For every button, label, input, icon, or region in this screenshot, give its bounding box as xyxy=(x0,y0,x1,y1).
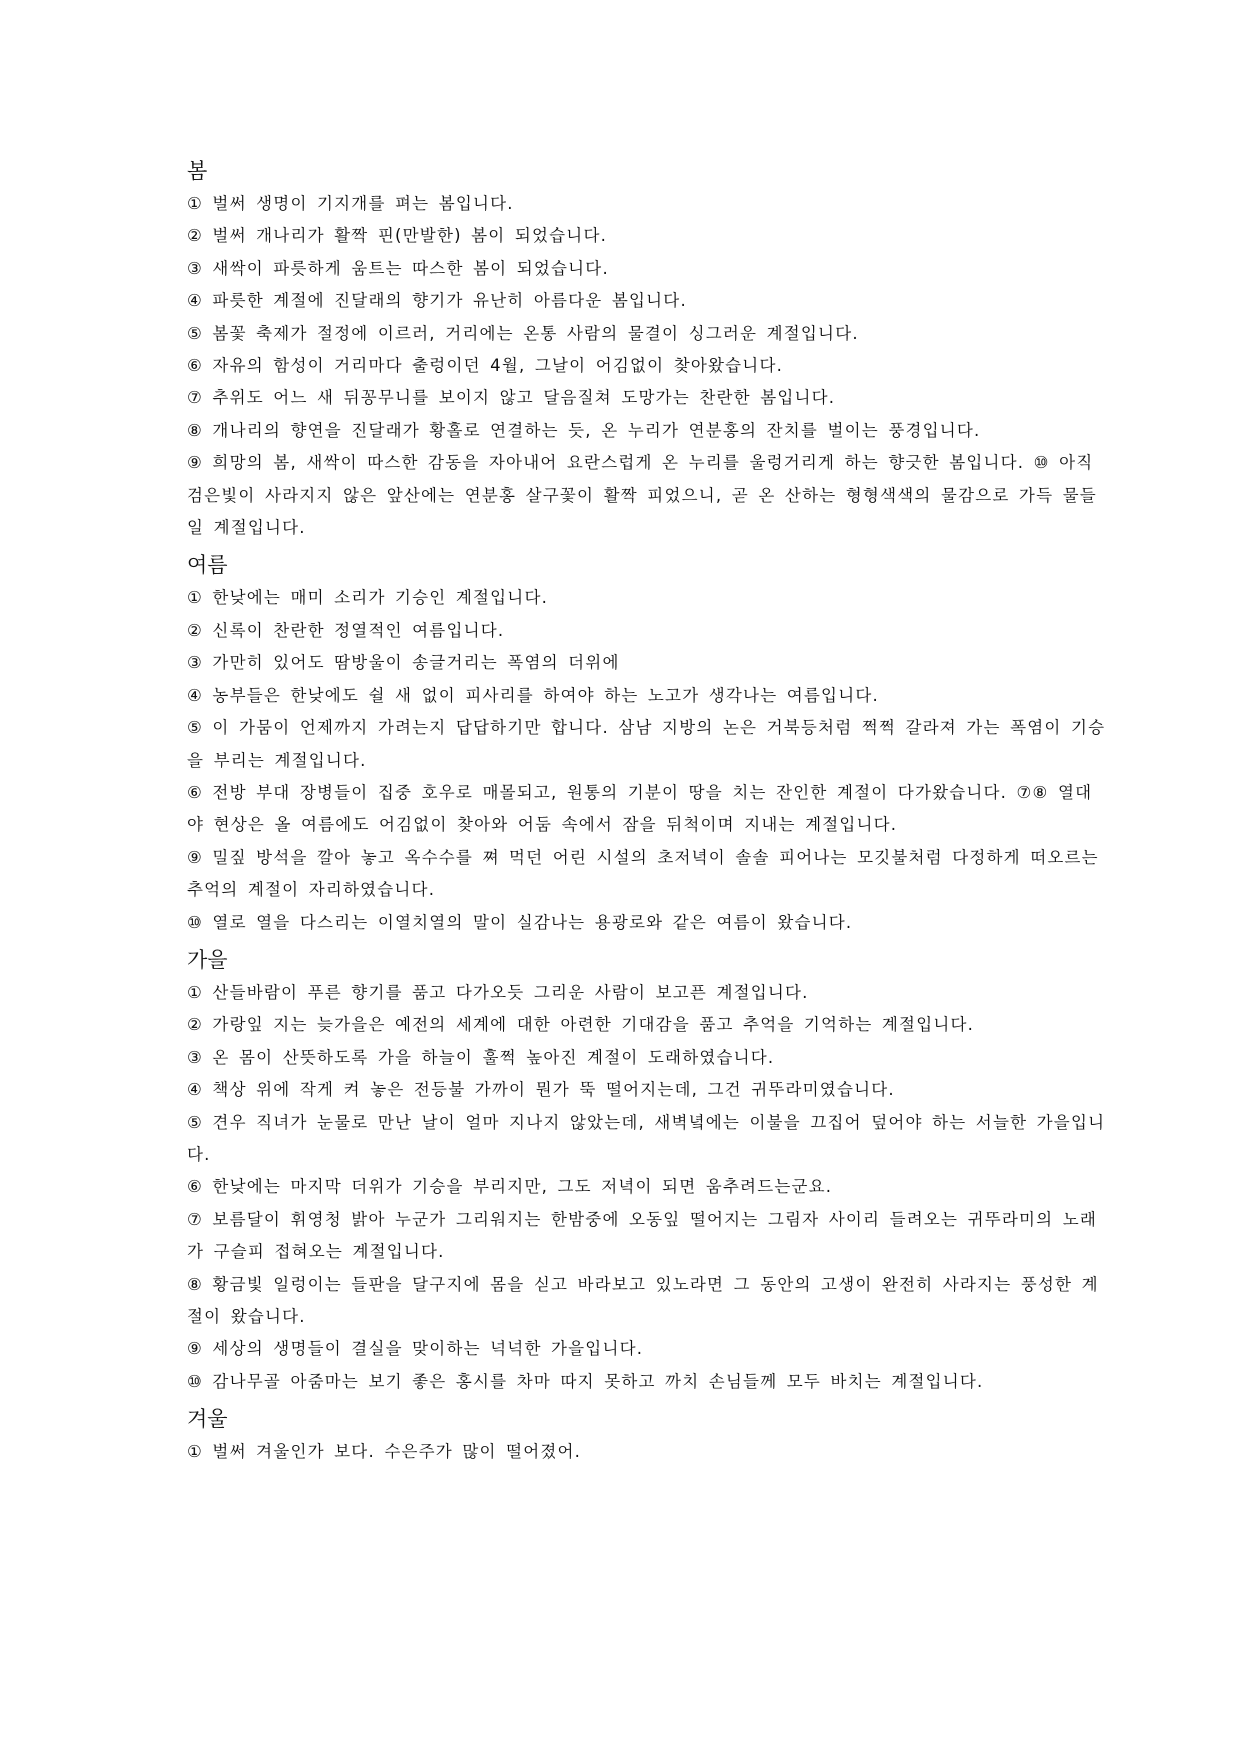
spring-paragraph-1: ① 벌써 생명이 기지개를 펴는 봄입니다. xyxy=(187,194,514,213)
section-title-autumn: 가을 xyxy=(187,947,228,972)
document-page xyxy=(187,156,1107,1475)
summer-paragraph-2: ② 신록이 찬란한 정열적인 여름입니다. xyxy=(187,620,505,640)
spring-paragraph-5: ⑤ 봄꽃 축제가 절정에 이르러, 거리에는 온통 사람의 물결이 싱그러운 계절입니다. xyxy=(187,323,859,343)
autumn-paragraph-5: ⑤ 견우 직녀가 눈물로 만난 날이 얼마 지나지 않았는데, 새벽녘에는 이불을 끄집어 덮어야 하는 서늘한 가을입니다. xyxy=(187,1112,1106,1164)
autumn-paragraph-3: ③ 온 몸이 산뜻하도록 가을 하늘이 훌쩍 높아진 계절이 도래하였습니다. xyxy=(187,1047,775,1067)
spring-paragraph-4: ④ 파릇한 계절에 진달래의 향기가 유난히 아름다운 봄입니다. xyxy=(187,291,687,311)
section-summer xyxy=(187,550,1107,938)
spring-paragraph-9: ⑨ 희망의 봄, 새싹이 따스한 감동을 자아내어 요란스럽게 온 누리를 울렁거리게 하는 향긋한 봄입니다. ⑩ 아직 검은빛이 사라지지 않은 앞산에는 연분홍 살구꽃이 활짝 피었으니, 곧 온 산하는 형형색색의 물감으로 가득 물들일 계절입니다. xyxy=(187,453,1097,538)
autumn-paragraph-6: ⑥ 한낮에는 마지막 더위가 기승을 부리지만, 그도 저녁이 되면 움추려드는군요. xyxy=(187,1177,833,1197)
spring-paragraph-6: ⑥ 자유의 함성이 거리마다 출렁이던 4월, 그날이 어김없이 찾아왔습니다. xyxy=(187,356,784,376)
section-title-spring: 봄 xyxy=(187,159,208,183)
autumn-paragraph-10: ⑩ 감나무골 아줌마는 보기 좋은 홍시를 차마 따지 못하고 까치 손님들께 모두 바치는 계절입니다. xyxy=(187,1371,984,1391)
summer-paragraph-6: ⑥ 전방 부대 장병들이 집중 호우로 매몰되고, 원통의 기분이 땅을 치는 잔인한 계절이 다가왔습니다. ⑦⑧ 열대야 현상은 올 여름에도 어김없이 찾아와 어둠 속에서 잠을 뒤척이며 지내는 계절입니다. xyxy=(187,782,1093,835)
summer-paragraph-8: ⑩ 열로 열을 다스리는 이열치열의 말이 실감나는 용광로와 같은 여름이 왔습니다. xyxy=(187,912,853,932)
summer-paragraph-4: ④ 농부들은 한낮에도 쉴 새 없이 피사리를 하여야 하는 노고가 생각나는 여름입니다. xyxy=(187,685,879,705)
autumn-paragraph-9: ⑨ 세상의 생명들이 결실을 맞이하는 넉넉한 가을입니다. xyxy=(187,1339,644,1359)
spring-paragraph-3: ③ 새싹이 파릇하게 움트는 따스한 봄이 되었습니다. xyxy=(187,258,609,278)
spring-paragraph-7: ⑦ 추위도 어느 새 뒤꽁무니를 보이지 않고 달음질쳐 도망가는 찬란한 봄입니다. xyxy=(187,388,836,408)
winter-paragraph-1: ① 벌써 겨울인가 보다. 수은주가 많이 떨어졌어. xyxy=(187,1442,582,1462)
section-winter xyxy=(187,1404,1107,1468)
autumn-paragraph-7: ⑦ 보름달이 휘영청 밝아 누군가 그리워지는 한밤중에 오동잎 떨어지는 그림자 사이리 들려오는 귀뚜라미의 노래가 구슬피 접혀오는 계절입니다. xyxy=(187,1209,1098,1262)
autumn-paragraph-1: ① 산들바람이 푸른 향기를 품고 다가오듯 그리운 사람이 보고픈 계절입니다. xyxy=(187,982,809,1002)
section-title-summer: 여름 xyxy=(187,553,228,578)
autumn-paragraph-4: ④ 책상 위에 작게 켜 놓은 전등불 가까이 뭔가 뚝 떨어지는데, 그건 귀뚜라미였습니다. xyxy=(187,1080,895,1100)
section-title-winter: 겨울 xyxy=(187,1407,228,1432)
summer-paragraph-1: ① 한낮에는 매미 소리가 기승인 계절입니다. xyxy=(187,588,549,608)
autumn-paragraph-8: ⑧ 황금빛 일렁이는 들판을 달구지에 몸을 싣고 바라보고 있노라면 그 동안의 고생이 완전히 사라지는 풍성한 계절이 왔습니다. xyxy=(187,1274,1099,1326)
spring-paragraph-2: ② 벌써 개나리가 활짝 핀(만발한) 봄이 되었습니다. xyxy=(187,226,608,246)
summer-paragraph-5: ⑤ 이 가뭄이 언제까지 가려는지 답답하기만 합니다. 삼남 지방의 논은 거북등처럼 쩍쩍 갈라져 가는 폭염이 기승을 부리는 계절입니다. xyxy=(187,718,1106,770)
section-autumn xyxy=(187,945,1107,1398)
spring-paragraph-8: ⑧ 개나리의 향연을 진달래가 황홀로 연결하는 듯, 온 누리가 연분홍의 잔치를 벌이는 풍경입니다. xyxy=(187,420,981,440)
summer-paragraph-3: ③ 가만히 있어도 땀방울이 송글거리는 폭염의 더위에 xyxy=(187,653,620,673)
section-spring xyxy=(187,156,1107,544)
autumn-paragraph-2: ② 가랑잎 지는 늦가을은 예전의 세계에 대한 아련한 기대감을 품고 추억을 기억하는 계절입니다. xyxy=(187,1015,975,1035)
summer-paragraph-7: ⑨ 밀짚 방석을 깔아 놓고 옥수수를 쪄 먹던 어린 시설의 초저녁이 솔솔 피어나는 모깃불처럼 다정하게 떠오르는 추억의 계절이 자리하였습니다. xyxy=(187,847,1099,900)
